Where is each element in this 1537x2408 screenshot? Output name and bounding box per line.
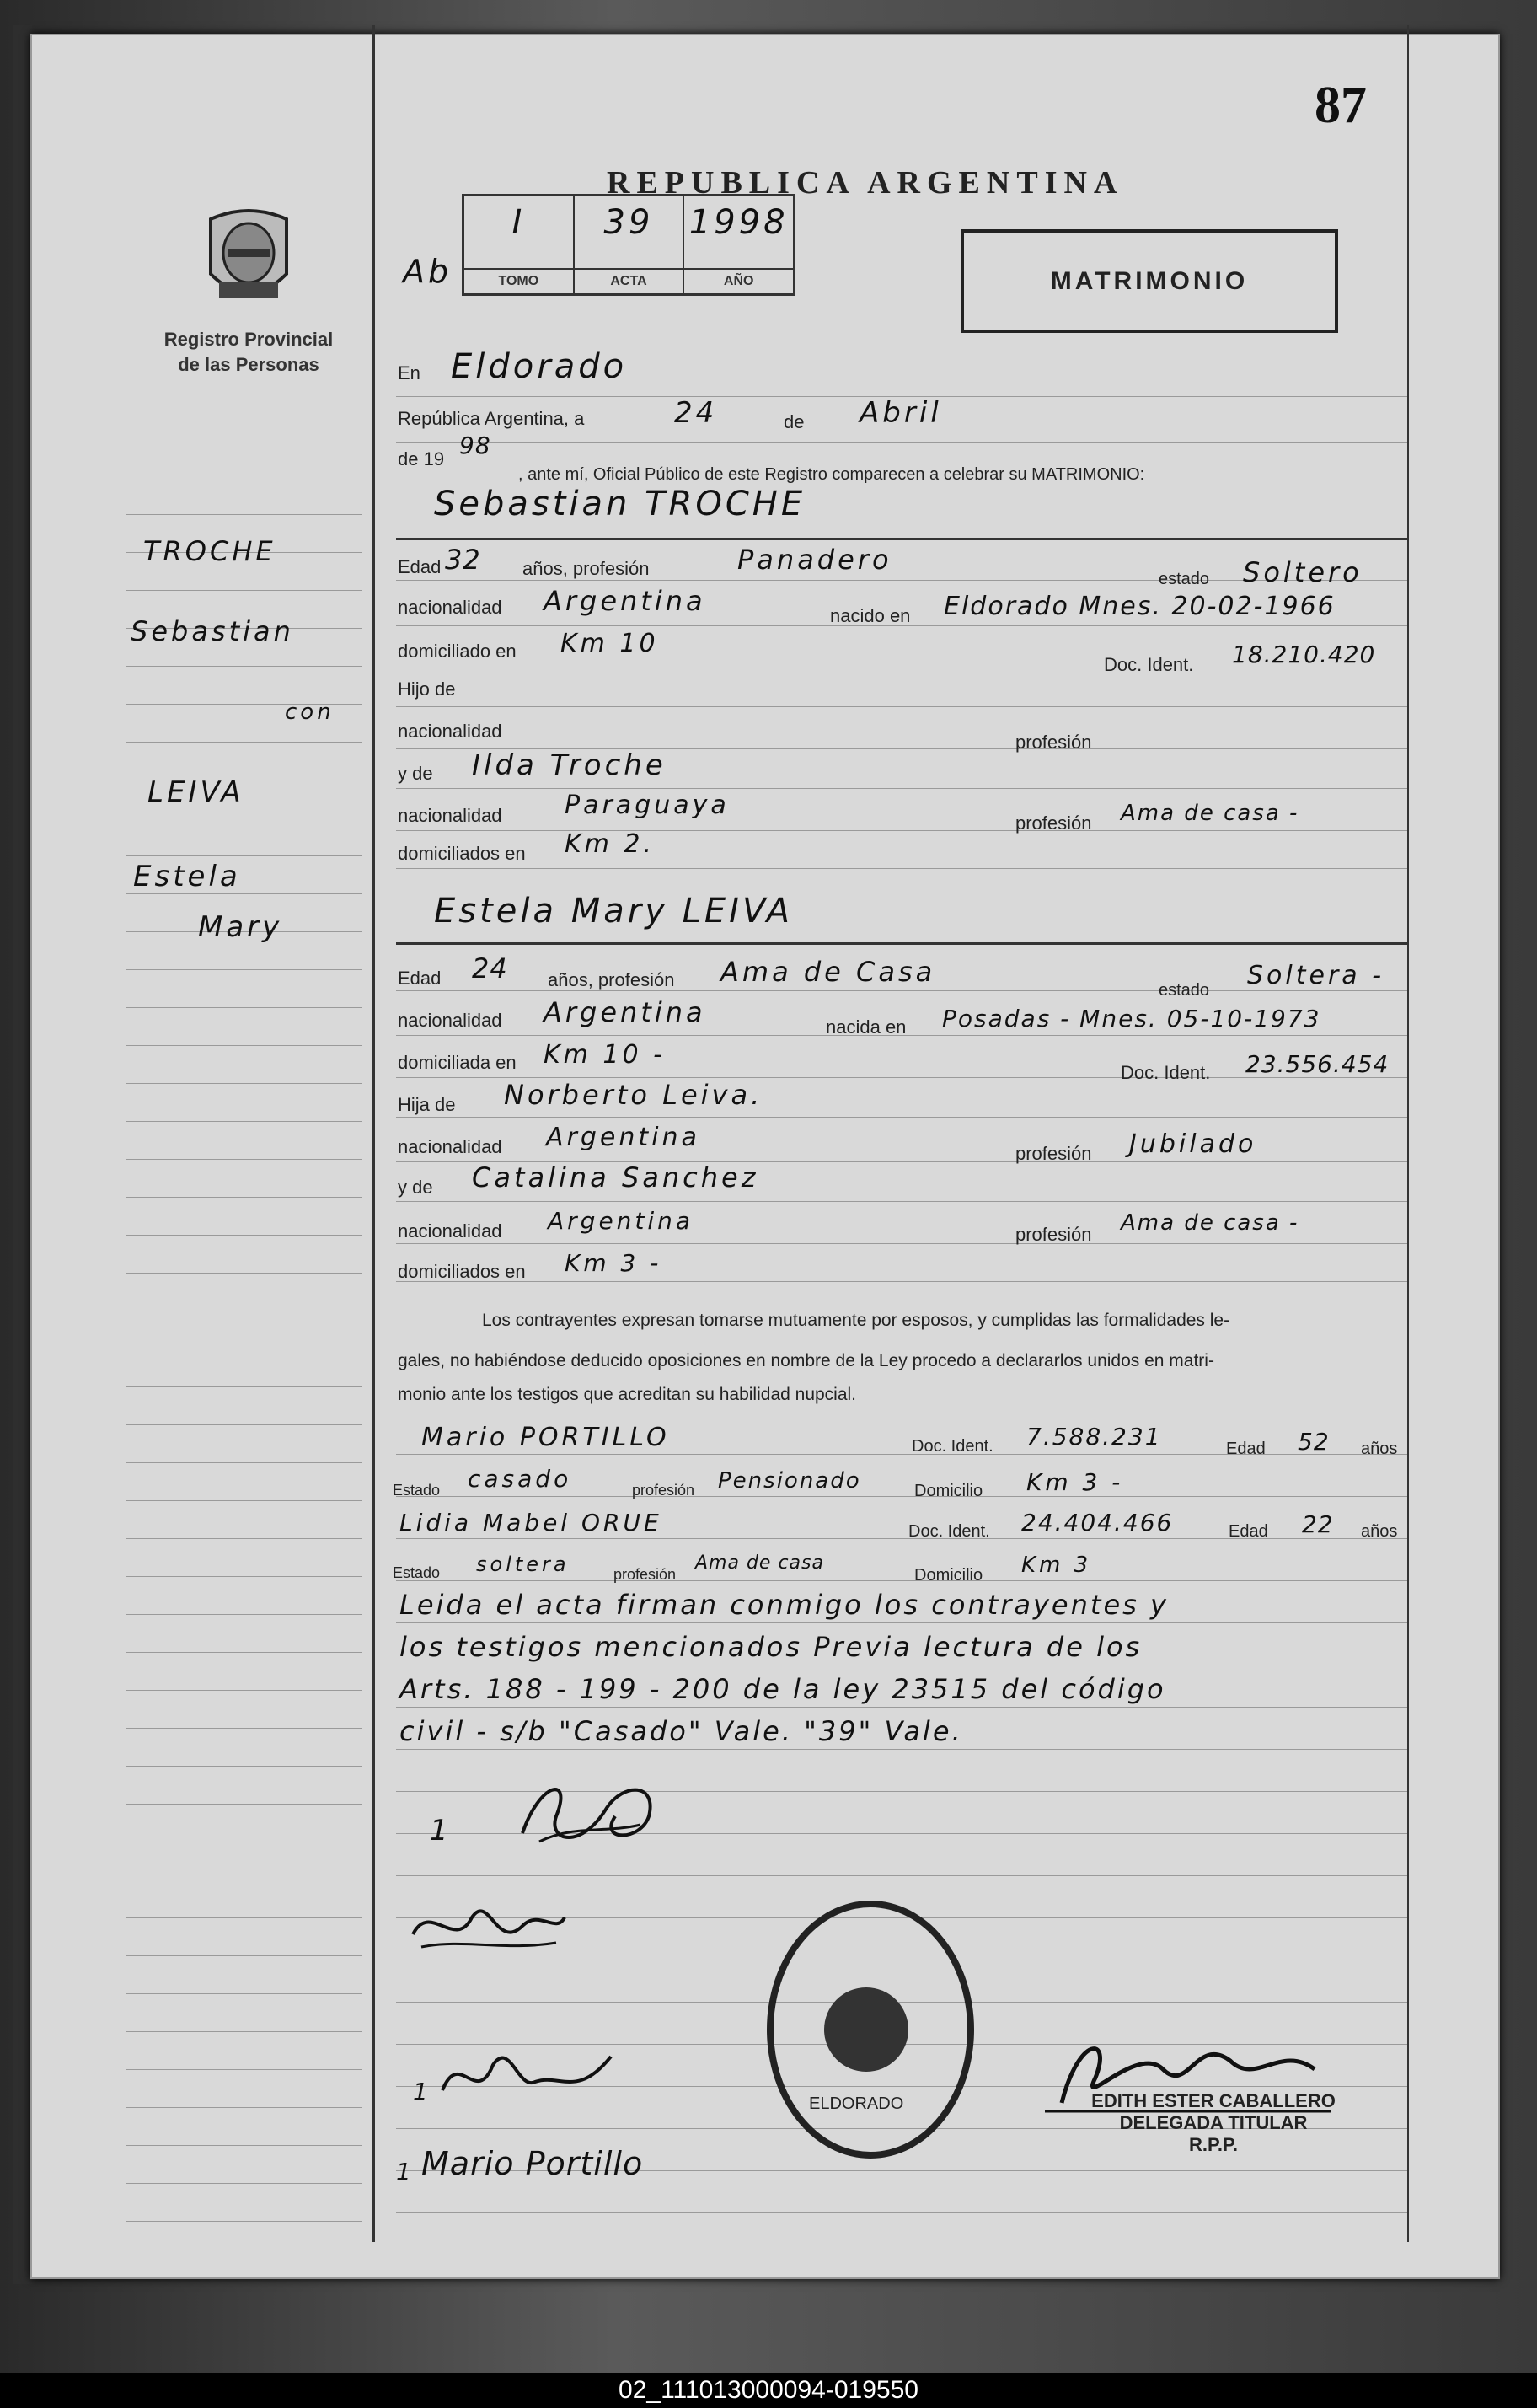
groom-yde-label: y de [398,763,433,784]
officer-title: DELEGADA TITULAR [1119,2112,1308,2133]
groom-age: 32 [445,544,481,576]
body-rule-line [396,1201,1407,1202]
witness-1-anos-label: años [1361,1440,1398,1458]
anio-cell [684,196,793,293]
margin-rule-line [126,1917,362,1918]
groom-father-nat-label: nacionalidad [398,721,502,742]
officer-block [1053,2090,1374,2156]
body-rule-line [396,1117,1407,1118]
margin-rule-line [126,1462,362,1463]
groom-parents-domicile: Km 2. [565,829,656,859]
body-rule-line [396,706,1407,707]
margin-groom-surname: TROCHE [143,535,276,567]
margin-rule-line [126,1235,362,1236]
groom-mother: Ilda Troche [472,748,667,782]
en-label: En [398,362,420,383]
coat-of-arms-seal [202,202,295,312]
margin-groom-name: Sebastian [131,615,294,647]
tomo-label: TOMO [464,268,573,293]
day-value: 24 [674,396,718,430]
witness-1-age: 52 [1298,1428,1330,1456]
bride-mother-profession: Ama de casa - [1121,1210,1299,1236]
signature-mark-1: 1 [430,1814,452,1848]
body-rule-line [396,1875,1407,1876]
acta-value: 39 [603,203,654,242]
margin-rule-line [126,666,362,667]
margin-rule-line [126,514,362,515]
margin-rule-line [126,1197,362,1198]
margin-rule-line [126,590,362,591]
declaration-line-2: gales, no habiéndose deducido oposiciones en nombre de la Ley procedo a declararlos unidos en matri- [398,1351,1214,1370]
bride-father-nat-label: nacionalidad [398,1136,502,1157]
witness-2-profession: Ama de casa [695,1553,824,1574]
official-signature [506,1766,674,1858]
body-rule-line [396,1580,1407,1581]
margin-rule-line [126,1045,362,1046]
margin-rule-line [126,2031,362,2032]
signature-mark-3: 1 [396,2158,415,2185]
margin-rule-line [126,742,362,743]
margin-rule-line [126,1538,362,1539]
groom-full-name: Sebastian TROCHE [434,485,806,523]
witness-2-status: soltera [476,1553,570,1576]
body-rule-line [396,1243,1407,1244]
bride-parents-dom-label: domiciliados en [398,1261,526,1282]
officer-code: R.P.P. [1189,2134,1238,2155]
year-prefix: de 19 [398,448,445,469]
image-code-footer: 02_111013000094-019550 [0,2373,1537,2408]
margin-rule-line [126,969,362,970]
body-rule-line [396,1707,1407,1708]
groom-profession: Panadero [737,544,892,576]
bride-mother-nationality: Argentina [548,1207,694,1235]
groom-nac-label: nacionalidad [398,597,502,618]
witness-1-doc: 7.588.231 [1026,1423,1162,1451]
groom-father-prof-label: profesión [1015,732,1092,753]
witness-1-edad-label: Edad [1226,1440,1266,1458]
margin-rule-line [126,1121,362,1122]
witness-1-estado-label: Estado [393,1482,441,1499]
witness-2-name: Lidia Mabel ORUE [399,1509,662,1537]
statement: , ante mí, Oficial Público de este Registro comparecen a celebrar su MATRIMONIO: [518,465,1145,484]
witness-2-estado-label: Estado [393,1564,441,1581]
bride-section-divider [396,942,1407,945]
record-type-box: MATRIMONIO [961,229,1338,333]
acta-label: ACTA [575,268,683,293]
groom-mother-nat-label: nacionalidad [398,805,502,826]
closing-note-line-3: Arts. 188 - 199 - 200 de la ley 23515 del código [399,1673,1166,1705]
month-value: Abril [860,396,942,430]
witness-2-doc: 24.404.466 [1021,1509,1174,1537]
groom-doc: 18.210.420 [1232,641,1376,668]
record-number-boxes [462,194,795,296]
margin-rule-line [126,1424,362,1425]
folio-number: 87 [1315,77,1367,134]
prefix-mark: Ab [403,253,453,290]
body-rule-line [396,868,1407,869]
groom-dom-label: domiciliado en [398,641,517,662]
bride-yde-label: y de [398,1177,433,1198]
bride-mother: Catalina Sanchez [472,1161,759,1193]
groom-mother-profession: Ama de casa - [1121,801,1299,826]
bride-father-prof-label: profesión [1015,1143,1092,1164]
margin-rule-line [126,2145,362,2146]
witness-1-domicile: Km 3 - [1026,1468,1124,1496]
margin-bride-surname: LEIVA [147,775,244,809]
margin-rule-line [126,1955,362,1956]
groom-anos-label: años, profesión [522,558,650,579]
witness-2-domicile: Km 3 [1021,1553,1092,1578]
witness-2-dom-label: Domicilio [914,1566,983,1585]
witness-2-prof-label: profesión [613,1566,677,1583]
bride-doc: 23.556.454 [1245,1050,1390,1078]
body-rule-line [396,830,1407,831]
groom-hijo-label: Hijo de [398,678,456,700]
groom-estado-label: estado [1159,570,1210,588]
margin-rule-line [126,1690,362,1691]
groom-edad-label: Edad [398,556,442,577]
witness-2-doc-label: Doc. Ident. [908,1522,990,1541]
bride-parents-domicile: Km 3 - [565,1249,662,1277]
margin-rule-line [126,1159,362,1160]
margin-rule-line [126,1273,362,1274]
margin-rule-line [126,893,362,894]
groom-parents-dom-label: domiciliados en [398,843,526,864]
bride-estado-label: estado [1159,981,1210,1000]
bride-father-nationality: Argentina [546,1123,700,1152]
place-value: Eldorado [451,347,628,386]
bride-father: Norberto Leiva. [504,1079,763,1111]
registry-line-2: de las Personas [178,354,319,375]
stamp-emblem [824,1987,908,2072]
bride-doc-label: Doc. Ident. [1121,1062,1211,1083]
body-rule-line [396,1496,1407,1497]
groom-nationality: Argentina [544,585,706,617]
margin-rule-line [126,2221,362,2222]
bride-anos-label: años, profesión [548,969,675,990]
officer-name: EDITH ESTER CABALLERO [1091,2090,1336,2111]
acta-cell [575,196,685,293]
official-stamp [767,1901,974,2159]
body-rule-line [396,2212,1407,2213]
margin-rule-line [126,1766,362,1767]
witness-1-signature: Mario Portillo [421,2145,644,2182]
groom-domicile: Km 10 [560,629,659,658]
de-label: de [784,411,805,432]
bride-father-profession: Jubilado [1129,1129,1257,1159]
tomo-cell [464,196,575,293]
margin-rule-line [126,1576,362,1577]
witness-2-edad-label: Edad [1229,1522,1268,1541]
witness-2-signature [434,2040,619,2116]
republica-label: República Argentina, a [398,408,585,429]
country-title: REPUBLICA ARGENTINA [607,165,1124,201]
witness-1-prof-label: profesión [632,1482,695,1499]
bride-domicile: Km 10 - [544,1040,666,1070]
groom-birth: Eldorado Mnes. 20-02-1966 [944,592,1336,621]
body-rule-line [396,442,1407,443]
closing-note-line-1: Leida el acta firman conmigo los contrayentes y [399,1589,1169,1621]
right-border [1407,25,1409,2242]
margin-bride-name-1: Estela [133,860,241,893]
closing-note-line-4: civil - s/b "Casado" Vale. "39" Vale. [399,1715,963,1747]
margin-rule-line [126,1007,362,1008]
body-rule-line [396,788,1407,789]
bride-profession: Ama de Casa [720,956,936,988]
bride-nationality: Argentina [544,996,706,1028]
groom-mother-prof-label: profesión [1015,812,1092,834]
stamp-text: ELDORADO [809,2094,904,2113]
margin-rule-line [126,1652,362,1653]
witness-1-doc-label: Doc. Ident. [912,1437,993,1456]
margin-rule-line [126,1804,362,1805]
body-rule-line [396,1622,1407,1623]
bride-nacida-label: nacida en [826,1016,907,1038]
margin-divider [372,25,375,2242]
registry-line-1: Registro Provincial [163,329,334,350]
margin-rule-line [126,1614,362,1615]
groom-nacido-label: nacido en [830,605,911,626]
bride-age: 24 [472,952,508,984]
bride-hija-label: Hija de [398,1094,456,1115]
witness-2-anos-label: años [1361,1522,1398,1541]
margin-rule-line [126,2107,362,2108]
tomo-value: I [511,203,526,242]
margin-rule-line [126,1083,362,1084]
margin-rule-line [126,1993,362,1994]
groom-doc-label: Doc. Ident. [1104,654,1194,675]
margin-rule-line [126,2183,362,2184]
bride-nac-label: nacionalidad [398,1010,502,1031]
margin-rule-line [126,1500,362,1501]
bride-status: Soltera - [1247,961,1385,990]
margin-connector: con [285,700,335,725]
groom-signature [404,1892,573,1968]
signature-mark-2: 1 [413,2078,431,2105]
witness-2-age: 22 [1302,1510,1334,1538]
declaration-line-3: monio ante los testigos que acreditan su habilidad nupcial. [398,1385,857,1404]
bride-birth: Posadas - Mnes. 05-10-1973 [942,1005,1321,1032]
bride-mother-prof-label: profesión [1015,1224,1092,1245]
bride-mother-nat-label: nacionalidad [398,1220,502,1242]
groom-section-divider [396,538,1407,540]
body-rule-line [396,1281,1407,1282]
bride-edad-label: Edad [398,968,442,989]
groom-mother-nationality: Paraguaya [565,791,730,820]
anio-value: 1998 [688,203,789,242]
margin-rule-line [126,1386,362,1387]
closing-note-line-2: los testigos mencionados Previa lectura de los [399,1631,1143,1663]
groom-status: Soltero [1243,556,1363,588]
witness-1-profession: Pensionado [718,1468,861,1494]
margin-rule-line [126,855,362,856]
margin-rule-line [126,1728,362,1729]
witness-1-name: Mario PORTILLO [421,1423,670,1452]
bride-full-name: Estela Mary LEIVA [434,892,793,930]
year-suffix: 98 [459,432,491,459]
registry-name [143,327,354,378]
bride-dom-label: domiciliada en [398,1052,517,1073]
body-rule-line [396,1749,1407,1750]
witness-1-dom-label: Domicilio [914,1482,983,1500]
declaration-line-1: Los contrayentes expresan tomarse mutuamente por esposos, y cumplidas las formalidades le- [482,1311,1230,1330]
witness-1-status: casado [468,1465,572,1493]
anio-label: AÑO [684,268,793,293]
margin-bride-name-2: Mary [198,910,283,944]
book-binding [13,25,32,2284]
margin-rule-line [126,2069,362,2070]
